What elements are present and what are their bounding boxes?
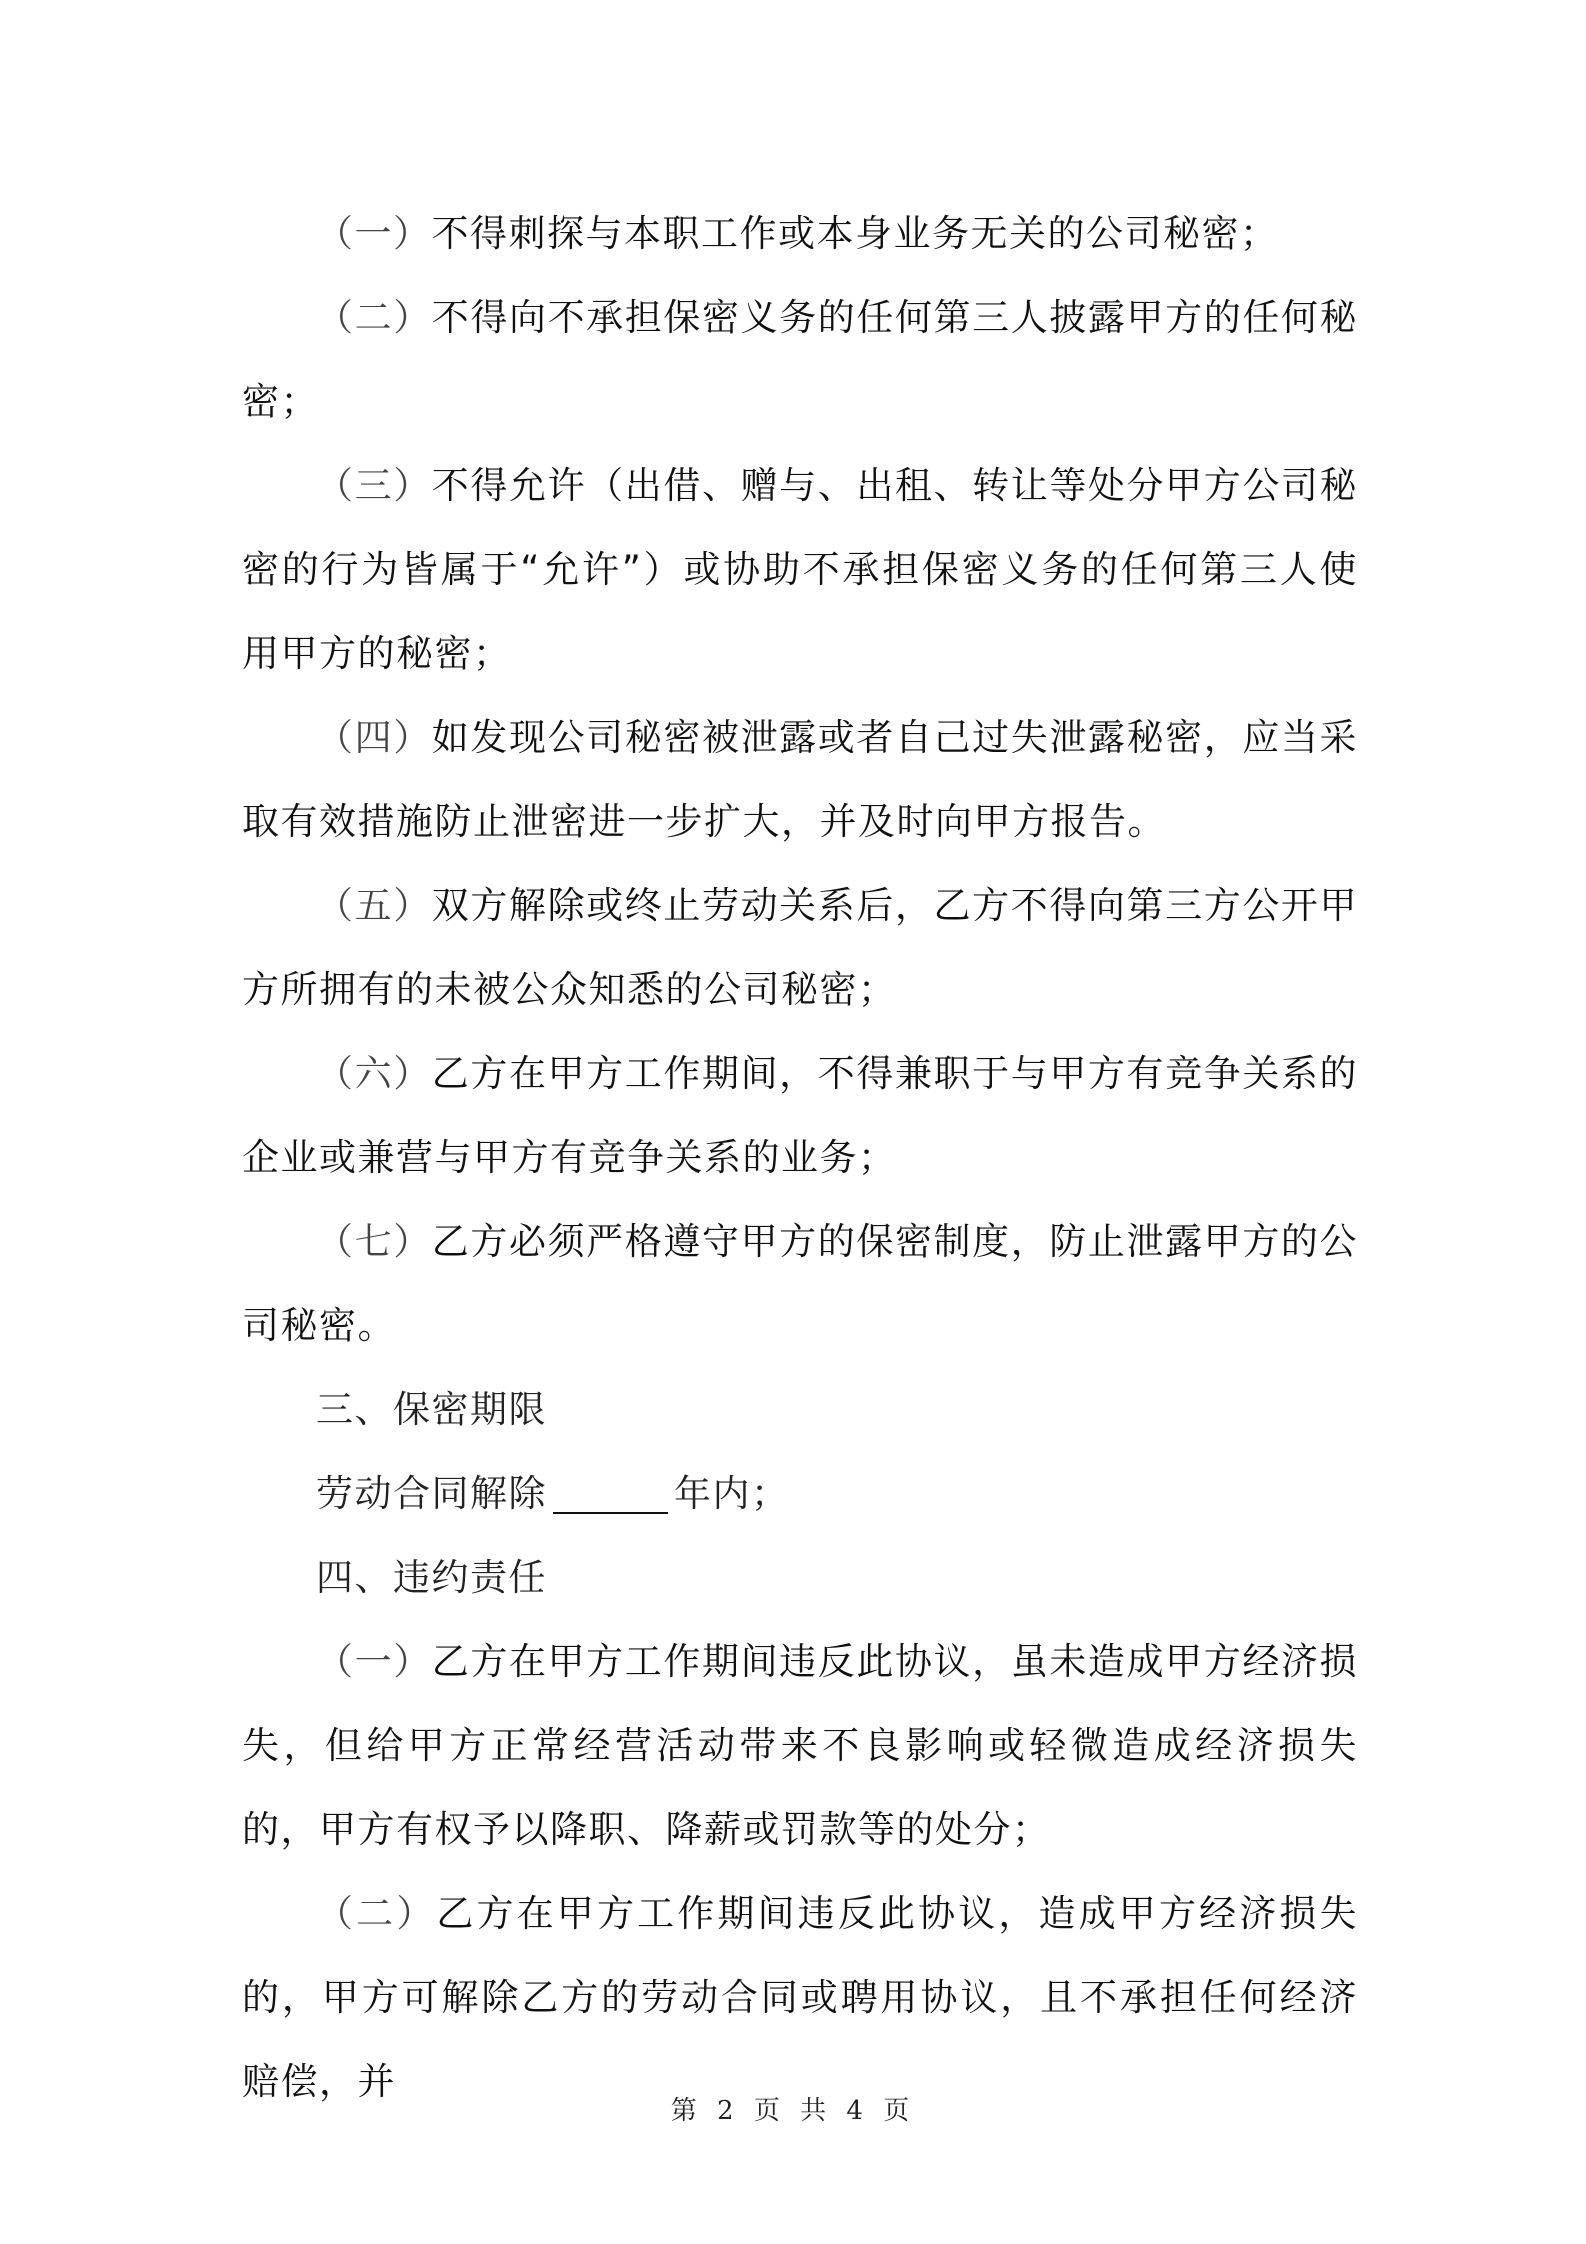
section-heading-confidentiality-period: 三、保密期限 [316,1388,547,1431]
clause-text: 乙方在甲方工作期间，不得兼职于与甲方有竞争关系的企业或兼营与甲方有竞争关系的业务； [242,1052,1359,1179]
term-years-blank [553,1472,668,1514]
clause-text: 不得向不承担保密义务的任何第三人披露甲方的任何秘密； [242,296,1359,423]
clause-text: 不得刺探与本职工作或本身业务无关的公司秘密； [431,212,1279,255]
clause-text: 乙方在甲方工作期间违反此协议，虽未造成甲方经济损失，但给甲方正常经营活动带来不良影响或轻微造成经济损失的，甲方有权予以降职、降薪或罚款等的处分； [242,1640,1359,1851]
clause-text: 如发现公司秘密被泄露或者自己过失泄露秘密，应当采取有效措施防止泄密进一步扩大，并及时向甲方报告。 [242,716,1359,843]
clause-number: （一） [316,212,432,255]
clause-5 [242,864,1358,1032]
section-heading-liability: 四、违约责任 [316,1556,547,1599]
clause-number: （六） [316,1052,432,1095]
clause-number: （二） [316,296,432,339]
clause-text: 乙方必须严格遵守甲方的保密制度，防止泄露甲方的公司秘密。 [242,1220,1359,1347]
clause-4 [242,696,1358,864]
clause-number: （七） [316,1220,432,1263]
clause-text: 不得允许（出借、赠与、出租、转让等处分甲方公司秘密的行为皆属于“允许”）或协助不承担保密义务的任何第三人使用甲方的秘密； [242,464,1359,675]
clause-number: （一） [316,1640,432,1683]
liability-clause-2 [242,1872,1358,2124]
term-suffix: 年内； [674,1472,790,1515]
term-prefix: 劳动合同解除 [316,1472,547,1515]
page-number-footer: 第 2 页 共 4 页 [670,2096,916,2126]
confidentiality-term-line [242,1452,1358,1536]
clause-2 [242,276,1358,444]
clause-3 [242,444,1358,696]
clause-number: （三） [316,464,432,507]
liability-clause-1 [242,1620,1358,1872]
clause-text: 双方解除或终止劳动关系后，乙方不得向第三方公开甲方所拥有的未被公众知悉的公司秘密； [242,884,1359,1011]
clause-6 [242,1032,1358,1200]
clause-1 [242,192,1358,276]
clause-number: （五） [316,884,432,927]
clause-number: （二） [316,1892,437,1935]
clause-number: （四） [316,716,432,759]
clause-text: 乙方在甲方工作期间违反此协议，造成甲方经济损失的，甲方可解除乙方的劳动合同或聘用协议，且不承担任何经济赔偿，并 [242,1892,1359,2103]
document-body [242,192,1358,2124]
clause-7 [242,1200,1358,1368]
